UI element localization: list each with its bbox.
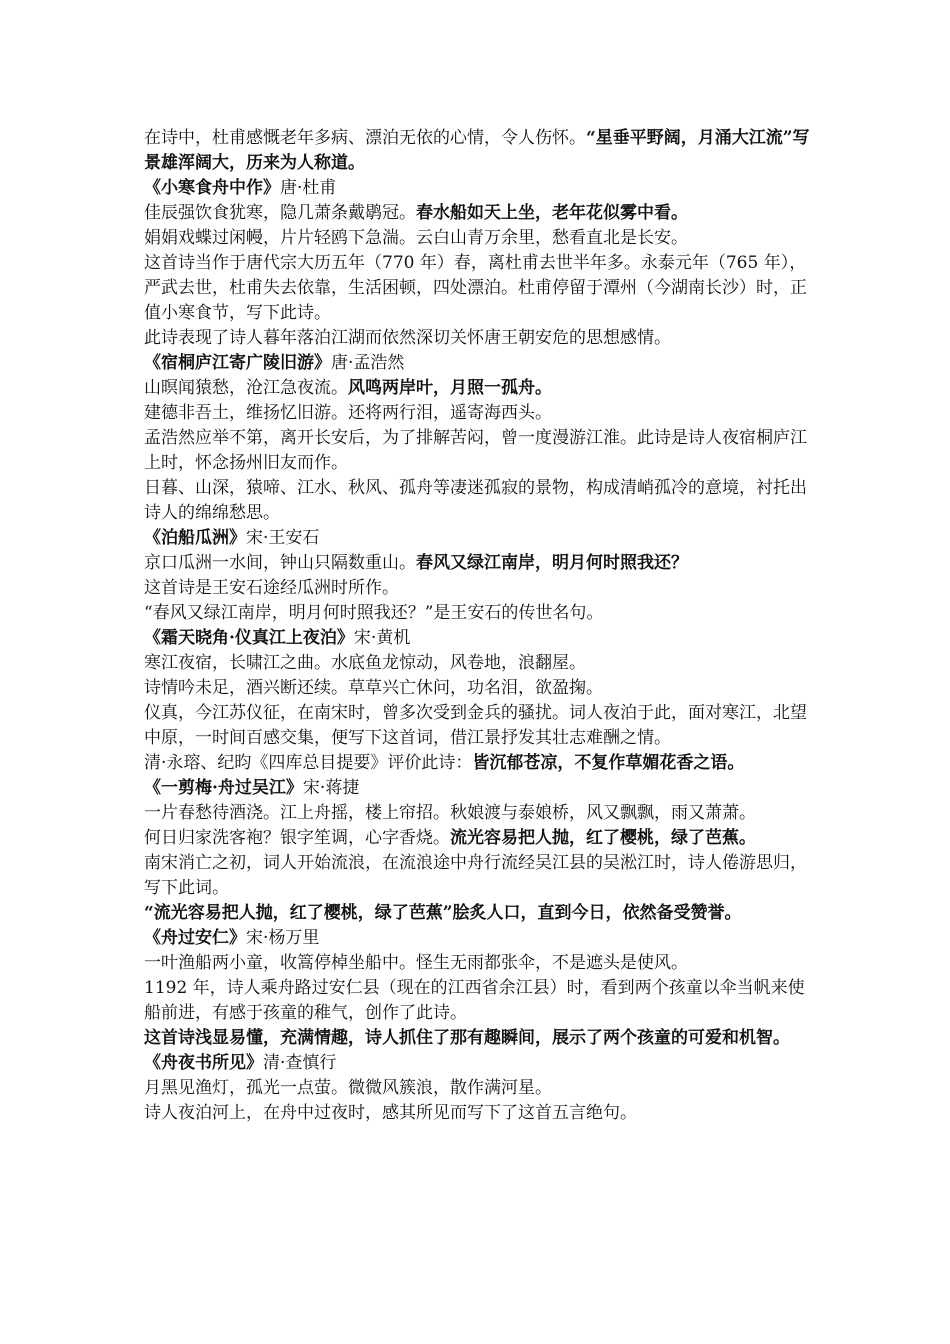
paragraph xyxy=(144,776,816,801)
text-run: 此诗表现了诗人暮年落泊江湖而依然深切关怀唐王朝安危的思想感情。 xyxy=(144,328,671,348)
text-run: 宋·杨万里 xyxy=(246,928,320,948)
paragraph xyxy=(144,626,816,651)
paragraph xyxy=(144,326,816,351)
text-run: 唐·孟浩然 xyxy=(331,353,405,373)
paragraph xyxy=(144,801,816,826)
text-run: 诗情吟未足，酒兴断还续。草草兴亡休问，功名泪，欲盈掬。 xyxy=(144,678,603,698)
text-run: 月黑见渔灯，孤光一点萤。微微风簇浪，散作满河星。 xyxy=(144,1078,552,1098)
paragraph xyxy=(144,376,816,401)
text-run: 这首诗是王安石途经瓜洲时所作。 xyxy=(144,578,399,598)
text-run: 佳辰强饮食犹寒，隐几萧条戴鹖冠。 xyxy=(144,203,416,223)
paragraph xyxy=(144,401,816,426)
text-run: 宋·黄机 xyxy=(353,628,411,648)
bold-text: 《舟过安仁》 xyxy=(144,928,246,948)
text-run: 宋·王安石 xyxy=(246,528,320,548)
paragraph xyxy=(144,601,816,626)
text-run: 唐·杜甫 xyxy=(280,178,337,198)
text-run: 诗人夜泊河上，在舟中过夜时，感其所见而写下了这首五言绝句。 xyxy=(144,1103,637,1123)
paragraph xyxy=(144,1051,816,1076)
text-run: 1192 年，诗人乘舟路过安仁县（现在的江西省余江县）时，看到两个孩童以伞当帆来使船前进，有感于孩童的稚气，创作了此诗。 xyxy=(144,978,805,1023)
paragraph xyxy=(144,676,816,701)
paragraph xyxy=(144,1076,816,1101)
bold-text: “流光容易把人抛，红了樱桃，绿了芭蕉”脍炙人口，直到今日，依然备受赞誉。 xyxy=(144,903,742,923)
paragraph xyxy=(144,651,816,676)
text-run: 南宋消亡之初，词人开始流浪，在流浪途中舟行流经吴江县的吴淞江时，诗人倦游思归，写下此词。 xyxy=(144,853,807,898)
text-run: 一叶渔船两小童，收篙停棹坐船中。怪生无雨都张伞，不是遮头是使风。 xyxy=(144,953,688,973)
text-run: 宋·蒋捷 xyxy=(302,778,360,798)
bold-text: 皆沉郁苍凉，不复作草媚花香之语。 xyxy=(472,753,745,773)
paragraph xyxy=(144,851,816,901)
paragraph xyxy=(144,951,816,976)
text-run: 清·查慎行 xyxy=(263,1053,337,1073)
text-run: 仪真，今江苏仪征，在南宋时，曾多次受到金兵的骚扰。词人夜泊于此，面对寒江，北望中原，一时间百感交集，便写下这首词，借江景抒发其壮志难酬之情。 xyxy=(144,703,807,748)
text-run: 寒江夜宿，长啸江之曲。水底鱼龙惊动，风卷地，浪翻屋。 xyxy=(144,653,586,673)
bold-text: 风鸣两岸叶，月照一孤舟。 xyxy=(348,378,552,398)
text-run: 京口瓜洲一水间，钟山只隔数重山。 xyxy=(144,553,416,573)
paragraph xyxy=(144,976,816,1026)
bold-text: 《宿桐庐江寄广陵旧游》 xyxy=(144,353,331,373)
bold-text: 《小寒食舟中作》 xyxy=(144,178,280,198)
bold-text: 《一剪梅·舟过吴江》 xyxy=(144,778,303,798)
paragraph xyxy=(144,201,816,226)
paragraph xyxy=(144,901,816,926)
text-run: 这首诗当作于唐代宗大历五年（770 年）春，离杜甫去世半年多。永泰元年（765 年），严武去世，杜甫失去依靠，生活困顿，四处漂泊。杜甫停留于潭州（今湖南长沙）时，正值小寒食节，写下此诗。 xyxy=(144,253,807,323)
paragraph xyxy=(144,551,816,576)
bold-text: 《霜天晓角·仪真江上夜泊》 xyxy=(144,628,354,648)
paragraph xyxy=(144,251,816,326)
paragraph xyxy=(144,526,816,551)
paragraph xyxy=(144,126,816,176)
paragraph xyxy=(144,426,816,476)
bold-text: 《舟夜书所见》 xyxy=(144,1053,263,1073)
bold-text: 这首诗浅显易懂，充满情趣，诗人抓住了那有趣瞬间，展示了两个孩童的可爱和机智。 xyxy=(144,1028,790,1048)
bold-text: 流光容易把人抛，红了樱桃，绿了芭蕉。 xyxy=(450,828,756,848)
paragraph xyxy=(144,751,816,776)
paragraph xyxy=(144,226,816,251)
bold-text: “星垂平野阔，月涌大江流”写景雄浑阔大，历来为人称道。 xyxy=(144,128,810,173)
paragraph xyxy=(144,476,816,526)
text-run: 山暝闻猿愁，沧江急夜流。 xyxy=(144,378,348,398)
text-run: 一片春愁待酒浇。江上舟摇，楼上帘招。秋娘渡与泰娘桥，风又飘飘，雨又萧萧。 xyxy=(144,803,756,823)
text-run: 日暮、山深，猿啼、江水、秋风、孤舟等凄迷孤寂的景物，构成清峭孤冷的意境，衬托出诗人的绵绵愁思。 xyxy=(144,478,807,523)
text-run: “春风又绿江南岸，明月何时照我还？”是王安石的传世名句。 xyxy=(144,603,604,623)
paragraph xyxy=(144,1101,816,1126)
bold-text: 春风又绿江南岸，明月何时照我还？ xyxy=(416,553,688,573)
paragraph xyxy=(144,176,816,201)
text-run: 何日归家洗客袍？银字笙调，心字香烧。 xyxy=(144,828,450,848)
text-run: 在诗中，杜甫感慨老年多病、漂泊无依的心情，令人伤怀。 xyxy=(144,128,586,148)
bold-text: 春水船如天上坐，老年花似雾中看。 xyxy=(416,203,688,223)
paragraph xyxy=(144,926,816,951)
paragraph xyxy=(144,826,816,851)
paragraph xyxy=(144,351,816,376)
bold-text: 《泊船瓜洲》 xyxy=(144,528,246,548)
text-run: 孟浩然应举不第，离开长安后，为了排解苦闷，曾一度漫游江淮。此诗是诗人夜宿桐庐江上时，怀念扬州旧友而作。 xyxy=(144,428,807,473)
paragraph xyxy=(144,576,816,601)
paragraph xyxy=(144,1026,816,1051)
paragraph xyxy=(144,701,816,751)
text-run: 娟娟戏蝶过闲幔，片片轻鸥下急湍。云白山青万余里，愁看直北是长安。 xyxy=(144,228,688,248)
text-run: 清·永瑢、纪昀《四库总目提要》评价此诗： xyxy=(144,753,473,773)
text-run: 建德非吾土，维扬忆旧游。还将两行泪，遥寄海西头。 xyxy=(144,403,552,423)
document-page xyxy=(144,126,816,1126)
